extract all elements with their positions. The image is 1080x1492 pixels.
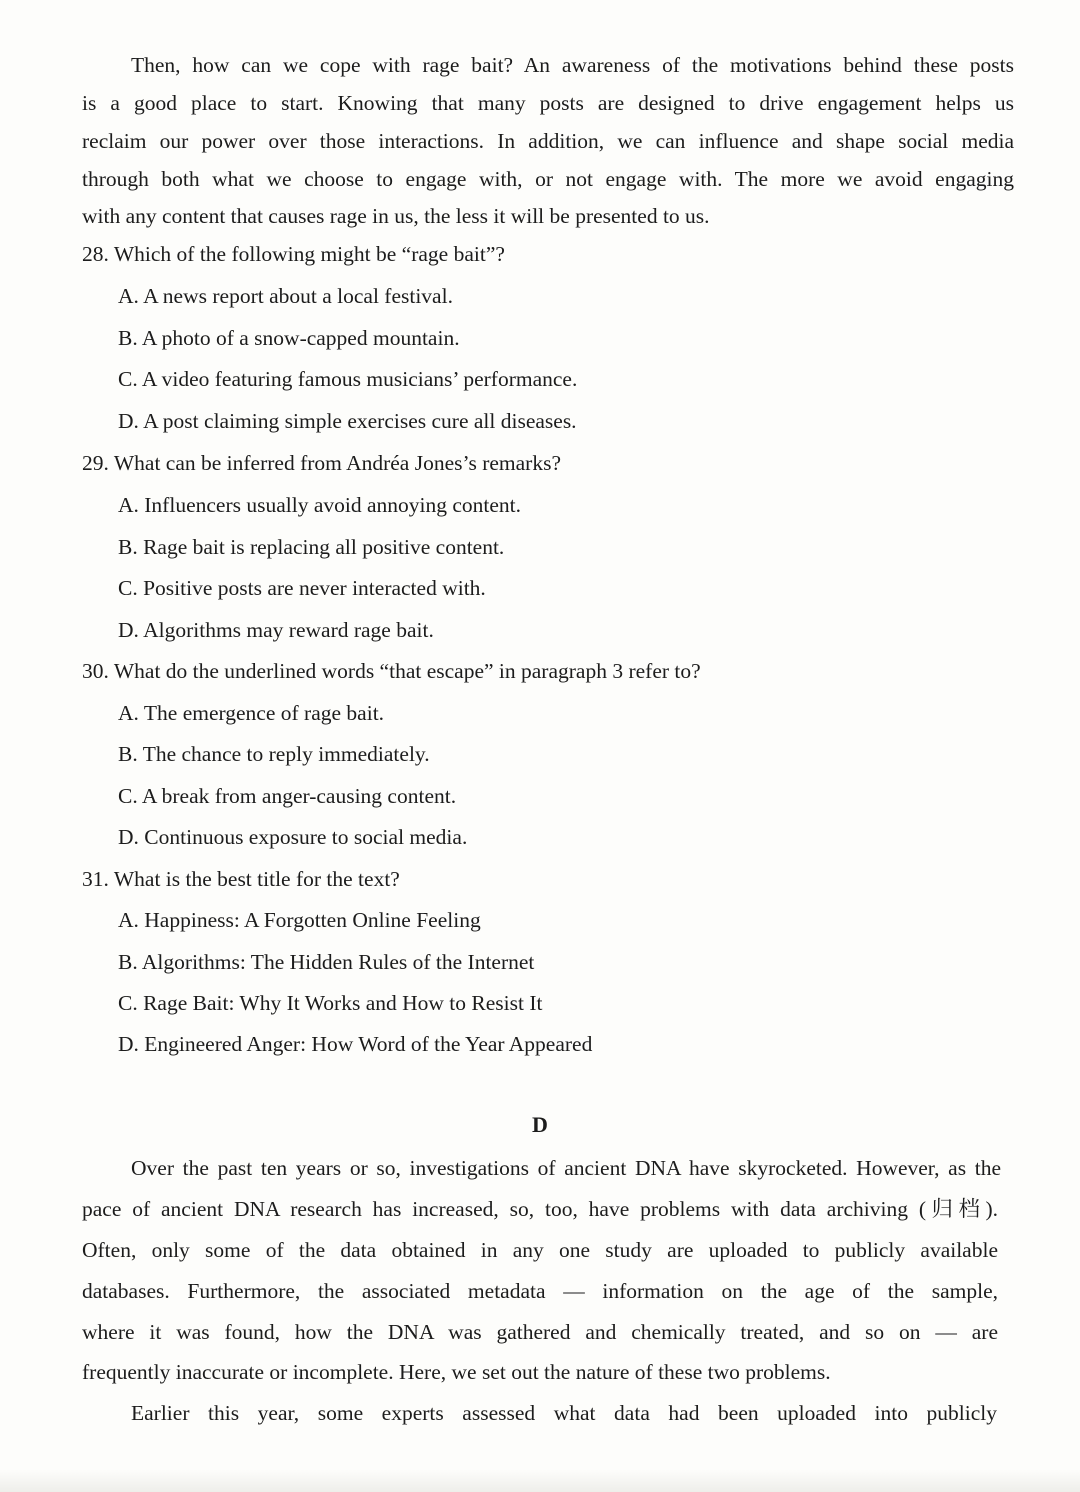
answer-option[interactable]: A. Influencers usually avoid annoying content. bbox=[118, 493, 522, 517]
paragraph-line: is a good place to start. Knowing that many posts are designed to drive engagement helps us bbox=[82, 91, 1014, 115]
paragraph-line: Then, how can we cope with rage bait? An awareness of the motivations behind these posts bbox=[131, 53, 1014, 77]
answer-option[interactable]: D. Engineered Anger: How Word of the Year Appeared bbox=[118, 1032, 593, 1056]
answer-option[interactable]: B. The chance to reply immediately. bbox=[118, 742, 430, 766]
page-bottom-edge bbox=[0, 1470, 1080, 1492]
question-stem: 31. What is the best title for the text? bbox=[82, 867, 400, 891]
answer-option[interactable]: D. Continuous exposure to social media. bbox=[118, 825, 468, 849]
answer-option[interactable]: D. Algorithms may reward rage bait. bbox=[118, 618, 434, 642]
paragraph-line: Often, only some of the data obtained in any one study are uploaded to publicly available bbox=[82, 1238, 998, 1262]
question-stem: 29. What can be inferred from Andréa Jones’s remarks? bbox=[82, 451, 561, 475]
question-stem: 30. What do the underlined words “that escape” in paragraph 3 refer to? bbox=[82, 659, 701, 683]
paragraph-line: with any content that causes rage in us, the less it will be presented to us. bbox=[82, 204, 710, 228]
answer-option[interactable]: C. Positive posts are never interacted with. bbox=[118, 576, 486, 600]
answer-option[interactable]: C. Rage Bait: Why It Works and How to Resist It bbox=[118, 991, 543, 1015]
answer-option[interactable]: A. A news report about a local festival. bbox=[118, 284, 453, 308]
paragraph-line: Over the past ten years or so, investigations of ancient DNA have skyrocketed. However, as the bbox=[131, 1156, 1001, 1180]
paragraph-line: frequently inaccurate or incomplete. Here, we set out the nature of these two problems. bbox=[82, 1360, 831, 1384]
paragraph-line: where it was found, how the DNA was gathered and chemically treated, and so on — are bbox=[82, 1320, 998, 1344]
question-stem: 28. Which of the following might be “rage bait”? bbox=[82, 242, 505, 266]
paragraph-line: pace of ancient DNA research has increased, so, too, have problems with data archiving (归档). bbox=[82, 1197, 998, 1221]
answer-option[interactable]: B. Algorithms: The Hidden Rules of the Internet bbox=[118, 950, 535, 974]
answer-option[interactable]: B. Rage bait is replacing all positive content. bbox=[118, 535, 505, 559]
answer-option[interactable]: A. The emergence of rage bait. bbox=[118, 701, 385, 725]
answer-option[interactable]: B. A photo of a snow-capped mountain. bbox=[118, 326, 460, 350]
paragraph-line: Earlier this year, some experts assessed what data had been uploaded into publicly bbox=[131, 1401, 997, 1425]
answer-option[interactable]: C. A video featuring famous musicians’ performance. bbox=[118, 367, 578, 391]
answer-option[interactable]: A. Happiness: A Forgotten Online Feeling bbox=[118, 908, 481, 932]
section-title: D bbox=[532, 1112, 548, 1137]
answer-option[interactable]: D. A post claiming simple exercises cure all diseases. bbox=[118, 409, 577, 433]
paragraph-line: through both what we choose to engage with, or not engage with. The more we avoid engaging bbox=[82, 167, 1014, 191]
paragraph-line: databases. Furthermore, the associated metadata — information on the age of the sample, bbox=[82, 1279, 998, 1303]
answer-option[interactable]: C. A break from anger-causing content. bbox=[118, 784, 457, 808]
paragraph-line: reclaim our power over those interactions. In addition, we can influence and shape social media bbox=[82, 129, 1014, 153]
